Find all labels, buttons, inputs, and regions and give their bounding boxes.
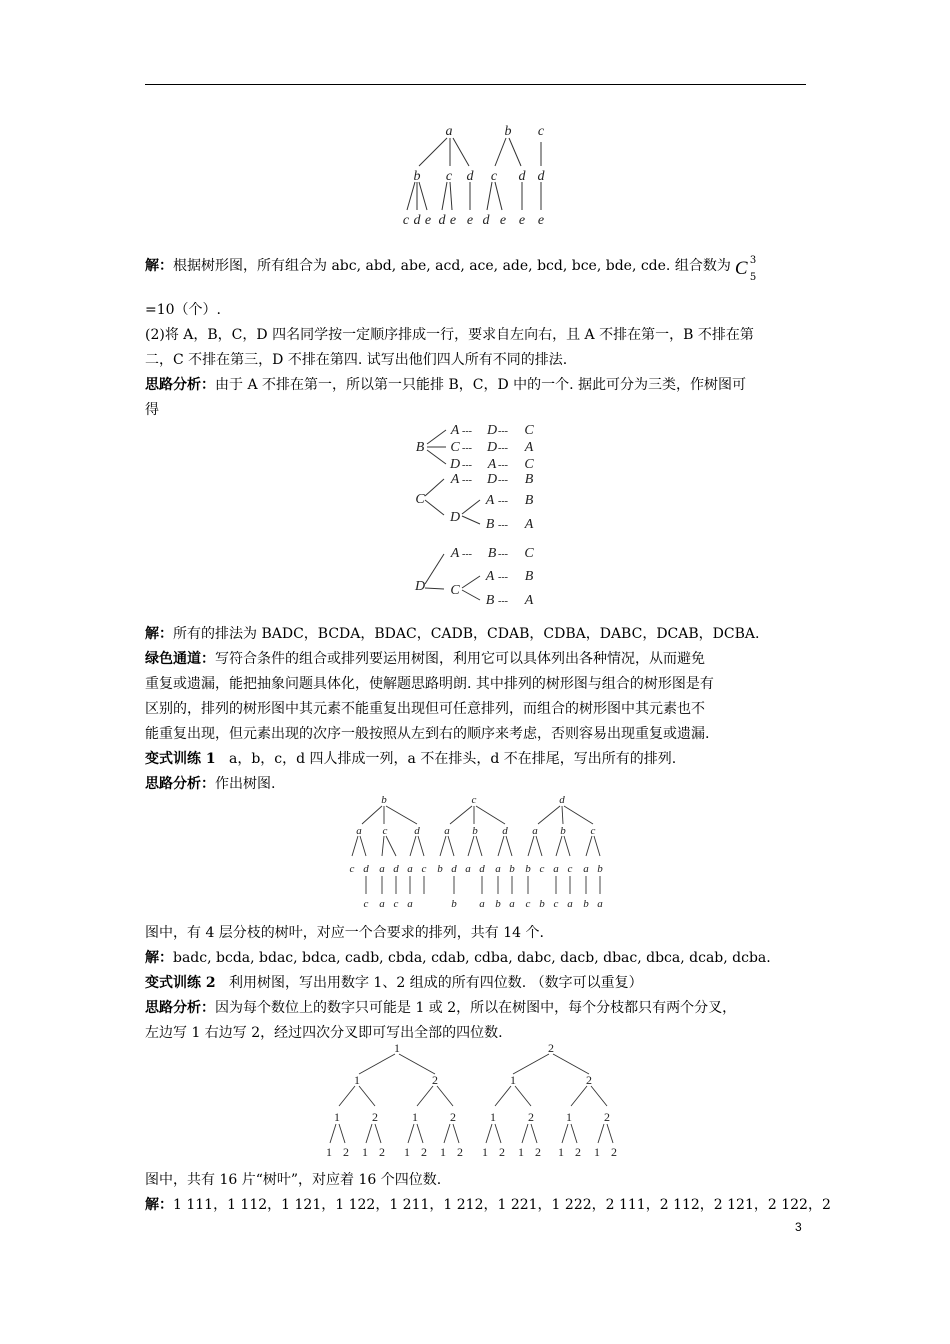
tree2-node: A [524, 440, 534, 455]
tree4-leaf: 1 [326, 1145, 332, 1159]
tree4-leaf: 2 [575, 1145, 581, 1159]
header-rule [145, 84, 806, 85]
tree3-node: c [349, 863, 355, 875]
dash: --- [498, 572, 508, 583]
tree2-node: D [486, 472, 498, 487]
tree1-leaf: e [499, 213, 507, 228]
tree3-leaf: c [393, 898, 399, 910]
dash: --- [462, 426, 472, 437]
exercise-text: a，b，c，d 四人排成一列，a 不在排头，d 不在排尾，写出所有的排列. [228, 751, 677, 767]
analysis-label: 思路分析： [145, 776, 215, 792]
tree4-leaf: 2 [421, 1145, 427, 1159]
analysis-text: 作出树图. [215, 776, 276, 792]
tree3-leaf: b [583, 898, 589, 910]
tree4-leaf: 2 [535, 1145, 541, 1159]
tree1-root-b: b [504, 124, 512, 139]
exercise-1 [145, 747, 810, 772]
tree4-node: 2 [372, 1110, 378, 1124]
digit-tree-diagram [325, 1041, 630, 1160]
solution-4 [145, 1193, 831, 1218]
permutation-tree-diagram [412, 418, 542, 613]
tree3-node: a [356, 825, 362, 837]
tree4-root: 1 [394, 1041, 400, 1055]
tree2-node: A [524, 593, 534, 608]
tree3-leaf: a [567, 898, 573, 910]
green-text: 写符合条件的组合或排列要运用树图，利用它可以具体列出各种情况，从而避免 [215, 651, 705, 667]
dash: --- [498, 426, 508, 437]
tree1-node: b [413, 169, 421, 184]
tree2-node: A [485, 569, 495, 584]
tree3-node: a [532, 825, 538, 837]
comb-letter: C [734, 258, 748, 279]
tree2-node: D [486, 440, 498, 455]
tree3-node: b [560, 825, 566, 837]
analysis-text: 由于 A 不排在第一，所以第一只能排 B，C，D 中的一个. 据此可分为三类，作树图可 [215, 377, 747, 393]
tree3-leaf: c [525, 898, 531, 910]
tree2-node: A [450, 546, 460, 561]
tree1-leaf: e [424, 213, 432, 228]
tree4-node: 1 [334, 1110, 340, 1124]
exercise-2-analysis-line1 [145, 996, 810, 1021]
tree1-node: c [490, 169, 498, 184]
tree1-leaf: d [482, 213, 490, 228]
section-after-tree4 [145, 1168, 831, 1218]
solution-text: 根据树形图，所有组合为 abc, abd, abe, acd, ace, ade, bcd, bce, bde, cde. 组合数为 [173, 258, 731, 274]
tree3-node: d [451, 863, 457, 875]
solution-label: 解： [145, 258, 173, 274]
tree4-node: 1 [510, 1073, 516, 1087]
comb-sub: 5 [749, 272, 757, 283]
solution-text: badc, bcda, bdac, bdca, cadb, cbda, cdab, cdba, dabc, dacb, dbac, dbca, dcab, dcba. [173, 950, 771, 966]
solution-text: 所有的排法为 BADC，BCDA，BDAC，CADB，CDAB，CDBA，DABC，DCAB，DCBA. [173, 626, 760, 642]
solution-label: 解： [145, 950, 173, 966]
tree3-node: b [472, 825, 478, 837]
tree3-node: c [421, 863, 427, 875]
tree1-node: d [537, 169, 545, 184]
tree3-node: b [597, 863, 603, 875]
tree3-node: a [379, 863, 385, 875]
solution-2 [145, 622, 810, 647]
tree3-node: c [382, 825, 388, 837]
green-line3: 区别的，排列的树形图中其元素不能重复出现但可任意排列，而组合的树形图中其元素也不 [145, 701, 705, 717]
tree2-node: B [487, 546, 497, 561]
tree3-node: b [509, 863, 515, 875]
dash: --- [498, 475, 508, 486]
tree4-node: 2 [604, 1110, 610, 1124]
tree4-leaf: 1 [404, 1145, 410, 1159]
solution-text: 1 111，1 112，1 121，1 122，1 211，1 212，1 221，1 222，2 111，2 112，2 121，2 122，2 [173, 1197, 831, 1213]
tree4-node: 2 [528, 1110, 534, 1124]
tree4-leaf: 2 [343, 1145, 349, 1159]
tree4-summary: 图中，共有 16 片“树叶”，对应着 16 个四位数. [145, 1172, 442, 1188]
tree4-node: 2 [432, 1073, 438, 1087]
dash: --- [462, 475, 472, 486]
tree2-node: C [524, 423, 534, 438]
tree2-node: C [524, 457, 534, 472]
tree2-node: C [450, 440, 460, 455]
problem-2-line2: 二，C 不排在第三，D 不排在第四. 试写出他们四人所有不同的排法. [145, 352, 568, 368]
tree3-root: d [559, 794, 565, 806]
green-label: 绿色通道： [145, 651, 215, 667]
solution-2-and-notes [145, 622, 810, 797]
comb-sup: 3 [749, 255, 757, 266]
tree1-leaf: d [438, 213, 446, 228]
tree2-node: D [486, 423, 498, 438]
dash: --- [462, 460, 472, 471]
tree3-node: d [363, 863, 369, 875]
problem-2 [145, 323, 810, 423]
tree4-leaf: 1 [440, 1145, 446, 1159]
tree3-leaf: b [539, 898, 545, 910]
tree2-node: C [524, 546, 534, 561]
tree3-leaf: a [597, 898, 603, 910]
solution-1-result: =10（个）. [145, 302, 221, 318]
tree3-leaf: a [379, 898, 385, 910]
tree4-leaf: 1 [594, 1145, 600, 1159]
tree2-node: B [524, 472, 534, 487]
tree1-root-a: a [445, 124, 453, 139]
tree2-root-c: C [415, 492, 425, 507]
analysis-2-line1 [145, 373, 810, 398]
tree4-node: 1 [490, 1110, 496, 1124]
tree1-leaf: c [402, 213, 410, 228]
tree1-node: d [466, 169, 474, 184]
solution-label: 解： [145, 1197, 173, 1213]
dash: --- [498, 520, 508, 531]
tree2-node: A [450, 472, 460, 487]
combination-tree-diagram [395, 120, 560, 230]
tree4-node: 1 [566, 1110, 572, 1124]
tree1-leaf: d [413, 213, 421, 228]
tree3-leaf: a [479, 898, 485, 910]
tree4-node: 1 [412, 1110, 418, 1124]
green-line2: 重复或遗漏，能把抽象问题具体化，使解题思路明朗. 其中排列的树形图与组合的树形图是有 [145, 676, 714, 692]
tree3-node: a [553, 863, 559, 875]
tree3-leaf: b [451, 898, 457, 910]
tree2-node: B [524, 569, 534, 584]
tree2-node: A [487, 457, 497, 472]
tree1-leaf: e [537, 213, 545, 228]
section-after-tree3 [145, 921, 810, 1046]
dash: --- [498, 443, 508, 454]
green-line4: 能重复出现，但元素出现的次序一般按照从左到右的顺序来考虑，否则容易出现重复或遗漏. [145, 726, 710, 742]
exercise-2 [145, 971, 810, 996]
tree3-summary: 图中，有 4 层分枝的树叶，对应一个合要求的排列，共有 14 个. [145, 925, 544, 941]
tree4-leaf: 1 [558, 1145, 564, 1159]
problem-2-line1: (2)将 A，B，C，D 四名同学按一定顺序排成一行，要求自左向右，且 A 不排在第一，B 不排在第 [145, 327, 754, 343]
tree1-root-c: c [537, 124, 545, 139]
tree2-node: B [524, 493, 534, 508]
tree4-node: 2 [450, 1110, 456, 1124]
tree1-leaf: e [449, 213, 457, 228]
solution-1 [145, 254, 810, 283]
tree1-node: c [445, 169, 453, 184]
tree3-node: c [539, 863, 545, 875]
analysis-label: 思路分析： [145, 377, 215, 393]
tree2-node: A [450, 423, 460, 438]
tree3-node: b [437, 863, 443, 875]
tree3-node: d [502, 825, 508, 837]
combination-formula [734, 255, 761, 283]
dash: --- [498, 460, 508, 471]
tree1-node: d [518, 169, 526, 184]
abcd-permutation-tree [342, 792, 612, 912]
dash: --- [498, 496, 508, 507]
tree3-node: a [583, 863, 589, 875]
tree3-node: a [495, 863, 501, 875]
analysis-text: 因为每个数位上的数字只可能是 1 或 2，所以在树图中，每个分枝都只有两个分叉， [215, 1000, 737, 1016]
tree4-leaf: 2 [457, 1145, 463, 1159]
dash: --- [462, 549, 472, 560]
analysis-label: 思路分析： [145, 1000, 215, 1016]
tree3-leaf: a [407, 898, 413, 910]
tree4-node: 1 [354, 1073, 360, 1087]
tree3-node: c [567, 863, 573, 875]
tree3-node: d [393, 863, 399, 875]
tree3-node: c [590, 825, 596, 837]
exercise-text: 利用树图，写出用数字 1、2 组成的所有四位数. （数字可以重复） [228, 975, 643, 991]
tree3-node: b [525, 863, 531, 875]
tree1-leaf: e [518, 213, 526, 228]
tree2-node: B [485, 517, 495, 532]
tree2-node: D [449, 510, 461, 525]
tree1-leaf: e [466, 213, 474, 228]
tree4-node: 2 [586, 1073, 592, 1087]
tree3-node: a [465, 863, 471, 875]
dash: --- [498, 549, 508, 560]
tree4-leaf: 1 [362, 1145, 368, 1159]
page-number: 3 [795, 1220, 802, 1234]
tree3-leaf: b [495, 898, 501, 910]
tree4-leaf: 1 [518, 1145, 524, 1159]
tree3-leaf: c [363, 898, 369, 910]
tree3-root: c [471, 794, 477, 806]
analysis-2-line2: 得 [145, 402, 159, 418]
tree2-node: B [485, 593, 495, 608]
tree2-node: A [524, 517, 534, 532]
tree2-node: A [485, 493, 495, 508]
tree3-root: b [381, 794, 387, 806]
solution-label: 解： [145, 626, 173, 642]
tree4-leaf: 2 [611, 1145, 617, 1159]
tree2-node: C [450, 583, 460, 598]
tree3-node: a [444, 825, 450, 837]
tree2-root-d: D [414, 579, 426, 594]
tree3-node: a [407, 863, 413, 875]
dash: --- [498, 596, 508, 607]
tree3-leaf: a [509, 898, 515, 910]
dash: --- [462, 443, 472, 454]
green-line1 [145, 647, 810, 672]
tree3-leaf: c [553, 898, 559, 910]
tree2-root-b: B [415, 440, 425, 455]
solution-3 [145, 946, 810, 971]
tree3-node: d [479, 863, 485, 875]
exercise-label: 变式训练 1 [145, 751, 216, 767]
exercise-label: 变式训练 2 [145, 975, 216, 991]
tree4-root: 2 [548, 1041, 554, 1055]
exercise-2-analysis-line2: 左边写 1 右边写 2，经过四次分叉即可写出全部的四位数. [145, 1025, 503, 1041]
tree3-node: d [414, 825, 420, 837]
tree4-leaf: 1 [482, 1145, 488, 1159]
tree4-leaf: 2 [499, 1145, 505, 1159]
tree4-leaf: 2 [379, 1145, 385, 1159]
tree2-node: D [449, 457, 461, 472]
